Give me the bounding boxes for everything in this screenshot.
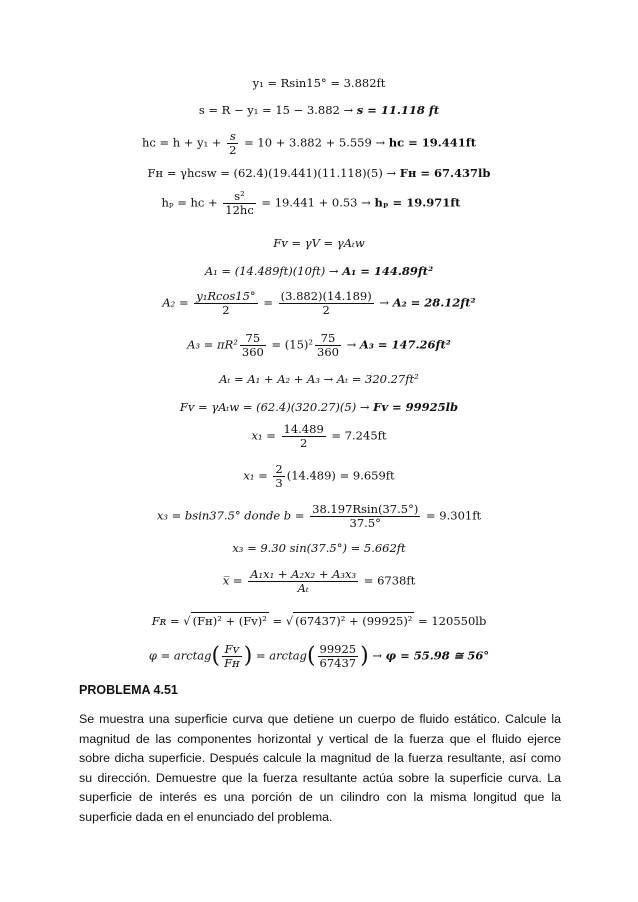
equation-xbar bbox=[0, 568, 638, 595]
fraction-numerator: (3.882)(14.189) bbox=[280, 289, 372, 303]
equation-text: Fʜ = γhᴄsw = (62.4)(19.441)(11.118)(5) → bbox=[147, 166, 400, 180]
equation-text: φ = arctag bbox=[148, 648, 212, 663]
equation-text: A₁ = (14.489ft)(10ft) → bbox=[204, 264, 343, 278]
equation-result: hₚ = 19.971ft bbox=[374, 195, 461, 210]
fraction-denominator: 67437 bbox=[319, 656, 357, 670]
fraction-denominator: 2 bbox=[222, 303, 230, 317]
equation-result: A₃ = 147.26ft² bbox=[359, 337, 451, 352]
fraction bbox=[223, 190, 255, 217]
fraction-numerator: 38.197Rsin(37.5°) bbox=[312, 502, 419, 516]
equation-text: Aₜ = A₁ + A₂ + A₃ → Aₜ = 320.27ft² bbox=[219, 372, 419, 386]
equation-fv-def bbox=[0, 236, 638, 250]
radicand: (67437)² + (99925)² bbox=[295, 614, 413, 628]
equation-result: s = 11.118 ft bbox=[356, 103, 440, 117]
fraction-denominator: 3 bbox=[275, 476, 283, 490]
equation-result: A₁ = 144.89ft² bbox=[342, 264, 434, 278]
fraction-numerator: 99925 bbox=[319, 642, 357, 656]
equation-text: y₁ = Rsin15° = 3.882ft bbox=[252, 76, 386, 90]
equation-text: (14.489) = 9.659ft bbox=[286, 468, 395, 483]
equation-text: = 9.301ft bbox=[422, 508, 482, 523]
fraction bbox=[194, 290, 257, 317]
equation-text: x₁ = bbox=[251, 428, 280, 443]
equation-x1-second bbox=[0, 463, 638, 490]
fraction bbox=[318, 643, 359, 670]
fraction-numerator: s bbox=[227, 130, 238, 144]
fraction-numerator: Fᴠ bbox=[222, 643, 242, 657]
equation-x3-second bbox=[0, 541, 638, 555]
equation-a3: A₃ = πR² $\frac{75}{360}$ = (15)² $\frac{75}{360}$ → A₃ = 147.26ft² bbox=[187, 331, 451, 359]
sqrt-icon: √ bbox=[285, 614, 294, 628]
fraction-denominator: 2 bbox=[322, 303, 330, 317]
fraction-numerator: 14.489 bbox=[283, 422, 324, 436]
fraction bbox=[310, 503, 420, 530]
equation-text: Fᴠ = γAₜw = (62.4)(320.27)(5) → bbox=[179, 400, 374, 414]
equation-text: x̅ = bbox=[222, 573, 247, 588]
paren: ) bbox=[243, 643, 253, 669]
equation-text: → bbox=[368, 648, 386, 663]
problem-statement: Se muestra una superficie curva que detiene un cuerpo de fluido estático. Calcule la magnitud de las componentes horizontal y vertical de la fuerza que el fluido ejerce sobre dicha superficie. Después calcule la magnitud de la fuerza resultante, así como su dirección. Demuestre que la fuerza resultante actúa sobre la superficie curva. La superficie de interés es una porción de un cilindro con la misma longitud que la superficie dada en el enunciado del problema. bbox=[79, 712, 561, 824]
fraction bbox=[227, 130, 238, 157]
equation-text: Fʀ = bbox=[151, 614, 184, 628]
equation-x3 bbox=[0, 503, 638, 530]
fraction-denominator: 2 bbox=[229, 143, 237, 157]
equation-text: = 6738ft bbox=[360, 573, 416, 588]
fraction-denominator: 360 bbox=[317, 345, 339, 359]
equation-result: hᴄ = 19.441ft bbox=[388, 135, 477, 150]
equation-text: = 7.245ft bbox=[327, 428, 387, 443]
fraction-numerator: 75 bbox=[315, 332, 341, 346]
equation-a2: A₂ = $\frac{\text{y₁Rcos15°}}{2}$ = $\frac{(3.882)(14.189)}{2}$ → A₂ = 28.12ft² bbox=[162, 289, 476, 317]
equation-text: = 19.441 + 0.53 → bbox=[257, 195, 375, 210]
equation-text: x₃ = bsin37.5° donde b = bbox=[156, 508, 309, 523]
equation-text: Fᴠ = γV = γAₜw bbox=[273, 236, 365, 250]
equation-result: Fʜ = 67.437lb bbox=[399, 166, 491, 180]
equation-phi bbox=[0, 643, 638, 670]
equation-x1 bbox=[0, 423, 638, 450]
sqrt-icon: √ bbox=[183, 614, 191, 628]
equation-text: = 120550lb bbox=[414, 614, 487, 628]
paren: ( bbox=[211, 643, 221, 669]
fraction-numerator: A₁x₁ + A₂x₂ + A₃x₃ bbox=[250, 567, 357, 581]
equation-s bbox=[0, 103, 638, 117]
equation-text: hₚ = hᴄ + bbox=[161, 195, 222, 210]
fraction-numerator: y₁Rcos15° bbox=[196, 289, 256, 303]
equation-fh bbox=[0, 166, 638, 180]
fraction bbox=[222, 643, 242, 670]
equation-text: = 10 + 3.882 + 5.559 → bbox=[240, 135, 389, 150]
fraction bbox=[240, 332, 266, 359]
equation-text: x₃ = 9.30 sin(37.5°) = 5.662ft bbox=[232, 541, 406, 555]
equation-text: x₁ = bbox=[243, 468, 272, 483]
equation-text: hᴄ = h + y₁ + bbox=[141, 135, 226, 150]
paren: ) bbox=[360, 643, 369, 669]
equation-hp bbox=[0, 190, 630, 217]
fraction-denominator: 2 bbox=[299, 436, 308, 450]
fraction bbox=[273, 463, 284, 490]
fraction-numerator: 75 bbox=[240, 332, 266, 346]
equation-text: A₂ = bbox=[162, 295, 193, 310]
fraction-numerator: 2 bbox=[275, 462, 283, 476]
fraction bbox=[282, 423, 326, 450]
equation-at bbox=[0, 372, 638, 386]
fraction bbox=[315, 332, 341, 359]
equation-text: A₃ = πR² bbox=[187, 337, 238, 352]
equation-text: = (15)² bbox=[267, 337, 313, 352]
equation-a1 bbox=[0, 264, 638, 278]
radicand: (Fʜ)² + (Fᴠ)² bbox=[192, 614, 267, 628]
equation-text: s = R − y₁ = 15 − 3.882 → bbox=[198, 103, 357, 117]
fraction-denominator: 12hᴄ bbox=[225, 203, 254, 217]
equation-fr: Fʀ = √ (Fʜ)² + (Fᴠ)² = √ (67437)² + (99925)² = 120550lb bbox=[151, 614, 487, 628]
fraction bbox=[279, 290, 374, 317]
fraction-denominator: Aₜ bbox=[297, 581, 309, 595]
paren: ( bbox=[306, 643, 316, 669]
fraction-numerator: s² bbox=[223, 190, 255, 204]
equation-fv bbox=[0, 400, 638, 414]
fraction-denominator: Fʜ bbox=[224, 656, 240, 670]
equation-result: φ = 55.98 ≅ 56° bbox=[385, 648, 490, 663]
fraction bbox=[248, 568, 358, 595]
equation-result: Fᴠ = 99925lb bbox=[373, 400, 459, 414]
equation-text: = arctag bbox=[252, 648, 307, 663]
equation-result: A₂ = 28.12ft² bbox=[392, 295, 476, 310]
problem-title: PROBLEMA 4.51 bbox=[79, 683, 178, 697]
equation-y1 bbox=[0, 76, 638, 90]
fraction-denominator: 37.5° bbox=[349, 516, 381, 530]
fraction-denominator: 360 bbox=[241, 345, 264, 359]
equation-hc bbox=[0, 130, 628, 157]
